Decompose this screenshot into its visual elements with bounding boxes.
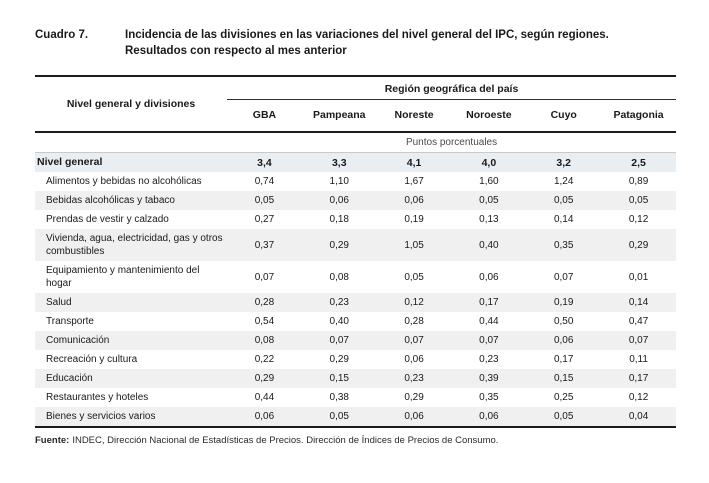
value-cell: 0,05	[329, 411, 349, 422]
row-label: Comunicación	[46, 335, 110, 346]
table-row	[35, 261, 676, 293]
value-cell: 0,74	[254, 176, 275, 187]
value-cell: 4,1	[406, 156, 422, 169]
value-cell: 0,06	[329, 195, 349, 206]
value-cell: 0,05	[254, 195, 275, 206]
table-row	[35, 369, 676, 388]
value-cell: 0,06	[404, 411, 424, 422]
value-cell: 3,3	[331, 156, 347, 169]
row-label: Educación	[46, 373, 93, 384]
value-cell: 0,15	[553, 373, 574, 384]
row-label: Bienes y servicios varios	[46, 411, 156, 422]
value-cell: 0,08	[254, 335, 275, 346]
value-cell: 0,05	[479, 195, 499, 206]
value-cell: 0,07	[553, 271, 574, 283]
row-label: Prendas de vestir y calzado	[46, 214, 169, 225]
value-cell: 0,47	[628, 316, 649, 327]
row-label: Bebidas alcohólicas y tabaco	[46, 195, 175, 206]
value-cell: 0,28	[404, 316, 424, 327]
value-cell: 0,07	[628, 335, 649, 346]
value-cell: 0,29	[404, 392, 424, 403]
value-cell: 0,06	[479, 411, 499, 422]
value-cell: 0,06	[404, 195, 424, 206]
source-label: Fuente:	[35, 435, 70, 446]
value-cell: 0,01	[628, 271, 649, 283]
value-cell: 0,35	[553, 239, 574, 251]
value-cell: 0,06	[254, 411, 275, 422]
value-cell: 0,28	[254, 297, 275, 308]
column-group-header: Región geográfica del país	[227, 76, 676, 100]
value-cell: 0,05	[628, 195, 649, 206]
value-cell: 1,67	[404, 176, 424, 187]
row-label: Vivienda, agua, electricidad, gas y otros combustibles	[46, 233, 223, 257]
table-row	[35, 331, 676, 350]
value-cell: 0,18	[329, 214, 349, 225]
value-cell: 0,11	[629, 354, 648, 365]
value-cell: 0,54	[254, 316, 275, 327]
value-cell: 0,14	[553, 214, 574, 225]
value-cell: 0,23	[404, 373, 424, 384]
value-cell: 0,05	[553, 195, 574, 206]
row-label: Equipamiento y mantenimiento del hogar	[46, 265, 200, 289]
value-cell: 1,10	[329, 176, 349, 187]
value-cell: 0,89	[628, 176, 649, 187]
table-caption	[35, 27, 676, 59]
column-header-noreste: Noreste	[394, 109, 434, 121]
value-cell: 0,13	[479, 214, 499, 225]
column-header-cuyo: Cuyo	[550, 109, 577, 121]
value-cell: 1,60	[479, 176, 499, 187]
value-cell: 0,07	[329, 335, 349, 346]
value-cell: 1,24	[553, 176, 574, 187]
table-row	[35, 407, 676, 427]
value-cell: 0,29	[628, 239, 649, 251]
table-row	[35, 210, 676, 229]
column-header-pampeana: Pampeana	[313, 109, 366, 121]
unit-label: Puntos porcentuales	[227, 132, 676, 153]
unit-row	[35, 132, 676, 153]
value-cell: 1,05	[404, 239, 424, 251]
value-cell: 0,08	[329, 271, 349, 283]
source-note	[35, 435, 709, 446]
value-cell: 0,17	[628, 373, 649, 384]
table-title-line2: Resultados con respecto al mes anterior	[125, 45, 347, 57]
value-cell: 0,17	[553, 354, 574, 365]
value-cell: 0,44	[254, 392, 275, 403]
row-label: Transporte	[46, 316, 94, 327]
value-cell: 0,17	[479, 297, 499, 308]
value-cell: 0,39	[479, 373, 499, 384]
value-cell: 0,29	[329, 239, 349, 251]
value-cell: 0,23	[479, 354, 499, 365]
value-cell: 0,12	[404, 297, 424, 308]
table-body	[35, 132, 676, 427]
table-header	[35, 76, 676, 132]
row-label: Restaurantes y hoteles	[46, 392, 149, 403]
document-page	[0, 27, 709, 483]
value-cell: 0,06	[553, 335, 574, 346]
value-cell: 3,2	[556, 156, 571, 169]
column-header-patagonia: Patagonia	[613, 109, 664, 121]
value-cell: 0,07	[479, 335, 499, 346]
value-cell: 0,07	[254, 271, 275, 283]
value-cell: 0,40	[479, 239, 499, 251]
value-cell: 0,50	[553, 316, 574, 327]
value-cell: 4,0	[481, 156, 497, 169]
row-group-header: Nivel general y divisiones	[66, 97, 196, 110]
table-row	[35, 312, 676, 331]
ipc-incidence-table	[35, 75, 676, 428]
value-cell: 0,05	[404, 271, 424, 283]
table-row	[35, 229, 676, 261]
value-cell: 0,15	[329, 373, 349, 384]
value-cell: 0,29	[254, 373, 275, 384]
value-cell: 3,4	[257, 156, 272, 169]
value-cell: 0,25	[553, 392, 574, 403]
value-cell: 0,37	[254, 239, 275, 251]
row-label: Nivel general	[37, 156, 103, 168]
table-row	[35, 191, 676, 210]
unit-row-spacer	[35, 132, 227, 153]
table-row	[35, 350, 676, 369]
value-cell: 0,12	[628, 392, 649, 403]
value-cell: 0,06	[404, 354, 424, 365]
value-cell: 0,23	[329, 297, 349, 308]
value-cell: 0,04	[628, 411, 649, 422]
value-cell: 0,07	[404, 335, 424, 346]
table-row	[35, 172, 676, 191]
table-caption-number: Cuadro 7.	[35, 29, 89, 41]
value-cell: 0,19	[553, 297, 574, 308]
source-text: INDEC, Dirección Nacional de Estadísticas de Precios. Dirección de Índices de Precios de Consumo.	[72, 435, 499, 446]
table-row	[35, 153, 676, 173]
value-cell: 0,29	[329, 354, 349, 365]
column-header-gba: GBA	[252, 109, 277, 121]
value-cell: 0,44	[479, 316, 499, 327]
value-cell: 0,40	[329, 316, 349, 327]
row-label: Alimentos y bebidas no alcohólicas	[46, 176, 202, 187]
table-title	[125, 27, 670, 59]
value-cell: 0,22	[254, 354, 275, 365]
value-cell: 0,35	[479, 392, 499, 403]
value-cell: 0,38	[329, 392, 349, 403]
column-header-noroeste: Noroeste	[466, 109, 512, 121]
table-row	[35, 293, 676, 312]
value-cell: 2,5	[631, 156, 646, 169]
value-cell: 0,06	[479, 271, 499, 283]
table-row	[35, 388, 676, 407]
value-cell: 0,19	[404, 214, 424, 225]
value-cell: 0,12	[628, 214, 649, 225]
value-cell: 0,05	[553, 411, 574, 422]
table-title-line1: Incidencia de las divisiones en las variaciones del nivel general del IPC, según regiones.	[125, 29, 609, 41]
row-label: Salud	[46, 297, 72, 308]
value-cell: 0,14	[628, 297, 649, 308]
row-label: Recreación y cultura	[46, 354, 138, 365]
value-cell: 0,27	[254, 214, 275, 225]
